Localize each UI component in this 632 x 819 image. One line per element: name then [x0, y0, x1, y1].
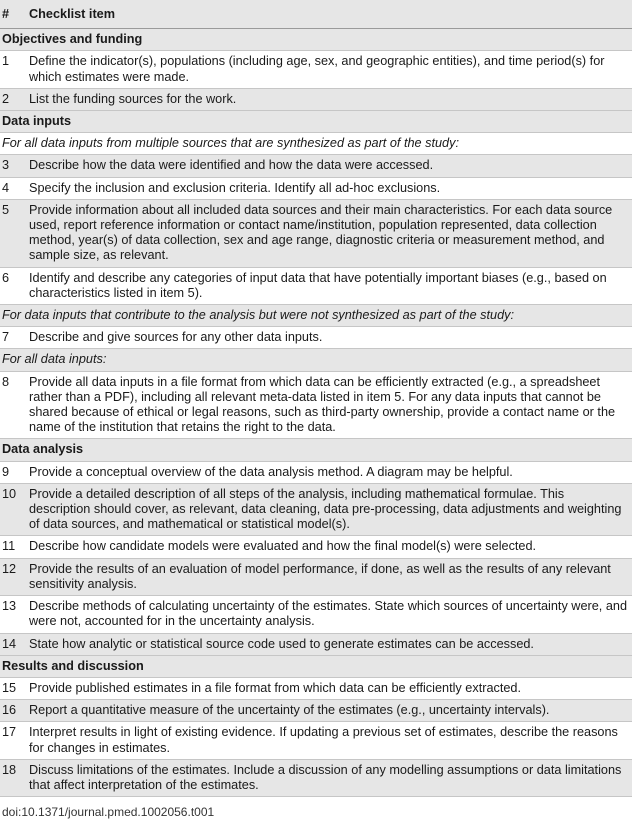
item-text: List the funding sources for the work. — [29, 91, 237, 106]
checklist-row — [0, 700, 632, 722]
item-text: State how analytic or statistical source code used to generate estimates can be accessed. — [29, 636, 534, 651]
checklist-row — [0, 89, 632, 111]
section-header — [0, 111, 632, 133]
item-text: Describe how the data were identified and how the data were accessed. — [29, 158, 434, 173]
checklist-row — [0, 178, 632, 200]
item-text: Describe methods of calculating uncertainty of the estimates. State which sources of uncertainty were, and were not, accounted for in the uncertainty analysis. — [29, 599, 628, 629]
checklist-row — [0, 678, 632, 700]
item-number: 12 — [2, 561, 17, 576]
item-number: 2 — [2, 91, 10, 106]
item-text: Provide a conceptual overview of the data analysis method. A diagram may be helpful. — [29, 464, 513, 479]
item-number: 13 — [2, 599, 17, 614]
item-number: 1 — [2, 54, 10, 69]
item-text: Provide a detailed description of all steps of the analysis, including mathematical formulae. This description should cover, as relevant, data cleaning, data pre-processing, data adjustments and weighting of data sources, and mathematical or statistical model(s). — [29, 486, 622, 532]
checklist-row — [0, 268, 632, 305]
item-number: 9 — [2, 464, 10, 479]
table-header-row — [0, 0, 632, 29]
item-number: 14 — [2, 636, 17, 651]
checklist-row — [0, 200, 632, 268]
item-number: 4 — [2, 180, 10, 195]
item-text: Report a quantitative measure of the uncertainty of the estimates (e.g., uncertainty intervals). — [29, 703, 550, 718]
item-number: 18 — [2, 762, 17, 777]
doi-caption: doi:10.1371/journal.pmed.1002056.t001 — [2, 805, 215, 819]
header-item: Checklist item — [29, 7, 116, 21]
item-number: 8 — [2, 374, 10, 389]
item-text: Provide information about all included data sources and their main characteristics. For each data source used, report reference information or contact name/institution, population represented, data collection method, year(s) of data collection, sex and age range, diagnostic criteria or measurement method, and sample size, as relevant. — [29, 202, 613, 263]
section-header — [0, 29, 632, 51]
section-title: Data inputs — [2, 114, 72, 129]
subsection-text: For data inputs that contribute to the analysis but were not synthesized as part of the study: — [2, 308, 515, 323]
checklist-row — [0, 722, 632, 759]
item-text: Provide published estimates in a file format from which data can be efficiently extracted. — [29, 680, 522, 695]
item-text: Specify the inclusion and exclusion criteria. Identify all ad-hoc exclusions. — [29, 180, 441, 195]
checklist-row — [0, 634, 632, 656]
item-number: 10 — [2, 486, 17, 501]
subsection-note — [0, 133, 632, 155]
checklist-row — [0, 462, 632, 484]
section-title: Results and discussion — [2, 658, 144, 673]
checklist-row — [0, 155, 632, 177]
checklist-row — [0, 559, 632, 596]
subsection-note — [0, 305, 632, 327]
section-header — [0, 439, 632, 461]
checklist-row — [0, 327, 632, 349]
checklist-row — [0, 536, 632, 558]
item-number: 16 — [2, 703, 17, 718]
item-text: Describe and give sources for any other data inputs. — [29, 330, 323, 345]
item-number: 17 — [2, 725, 17, 740]
item-number: 3 — [2, 158, 10, 173]
header-num: # — [2, 7, 10, 21]
item-text: Identify and describe any categories of input data that have potentially important biases (e.g., based on characteristics listed in item 5). — [29, 270, 607, 300]
checklist-row — [0, 51, 632, 88]
section-title: Data analysis — [2, 442, 84, 457]
item-text: Interpret results in light of existing evidence. If updating a previous set of estimates, describe the reasons for changes in estimates. — [29, 725, 618, 755]
item-number: 6 — [2, 270, 10, 285]
item-text: Provide all data inputs in a file format from which data can be efficiently extracted (e.g., a spreadsheet rather than a PDF), including all relevant meta-data listed in item 5. For any data inputs that cannot be shared because of ethical or legal reasons, such as third-party ownership, provide a contact name or the name of the institution that retains the right to the data. — [29, 374, 616, 435]
item-text: Discuss limitations of the estimates. Include a discussion of any modelling assumptions or data limitations that affect interpretation of the estimates. — [29, 762, 622, 792]
subsection-note — [0, 349, 632, 371]
checklist-row — [0, 484, 632, 537]
table-body — [0, 29, 632, 797]
item-number: 11 — [2, 539, 16, 554]
checklist-row — [0, 596, 632, 633]
section-header — [0, 656, 632, 678]
section-title: Objectives and funding — [2, 32, 143, 47]
checklist-row — [0, 372, 632, 440]
subsection-text: For all data inputs: — [2, 352, 107, 367]
item-number: 5 — [2, 202, 10, 217]
checklist-row — [0, 760, 632, 797]
item-text: Define the indicator(s), populations (including age, sex, and geographic entities), and time period(s) for which estimates were made. — [29, 54, 605, 84]
item-number: 15 — [2, 680, 17, 695]
item-text: Describe how candidate models were evaluated and how the final model(s) were selected. — [29, 539, 537, 554]
subsection-text: For all data inputs from multiple sources that are synthesized as part of the study: — [2, 136, 459, 151]
item-number: 7 — [2, 330, 10, 345]
item-text: Provide the results of an evaluation of model performance, if done, as well as the results of any relevant sensitivity analysis. — [29, 561, 611, 591]
